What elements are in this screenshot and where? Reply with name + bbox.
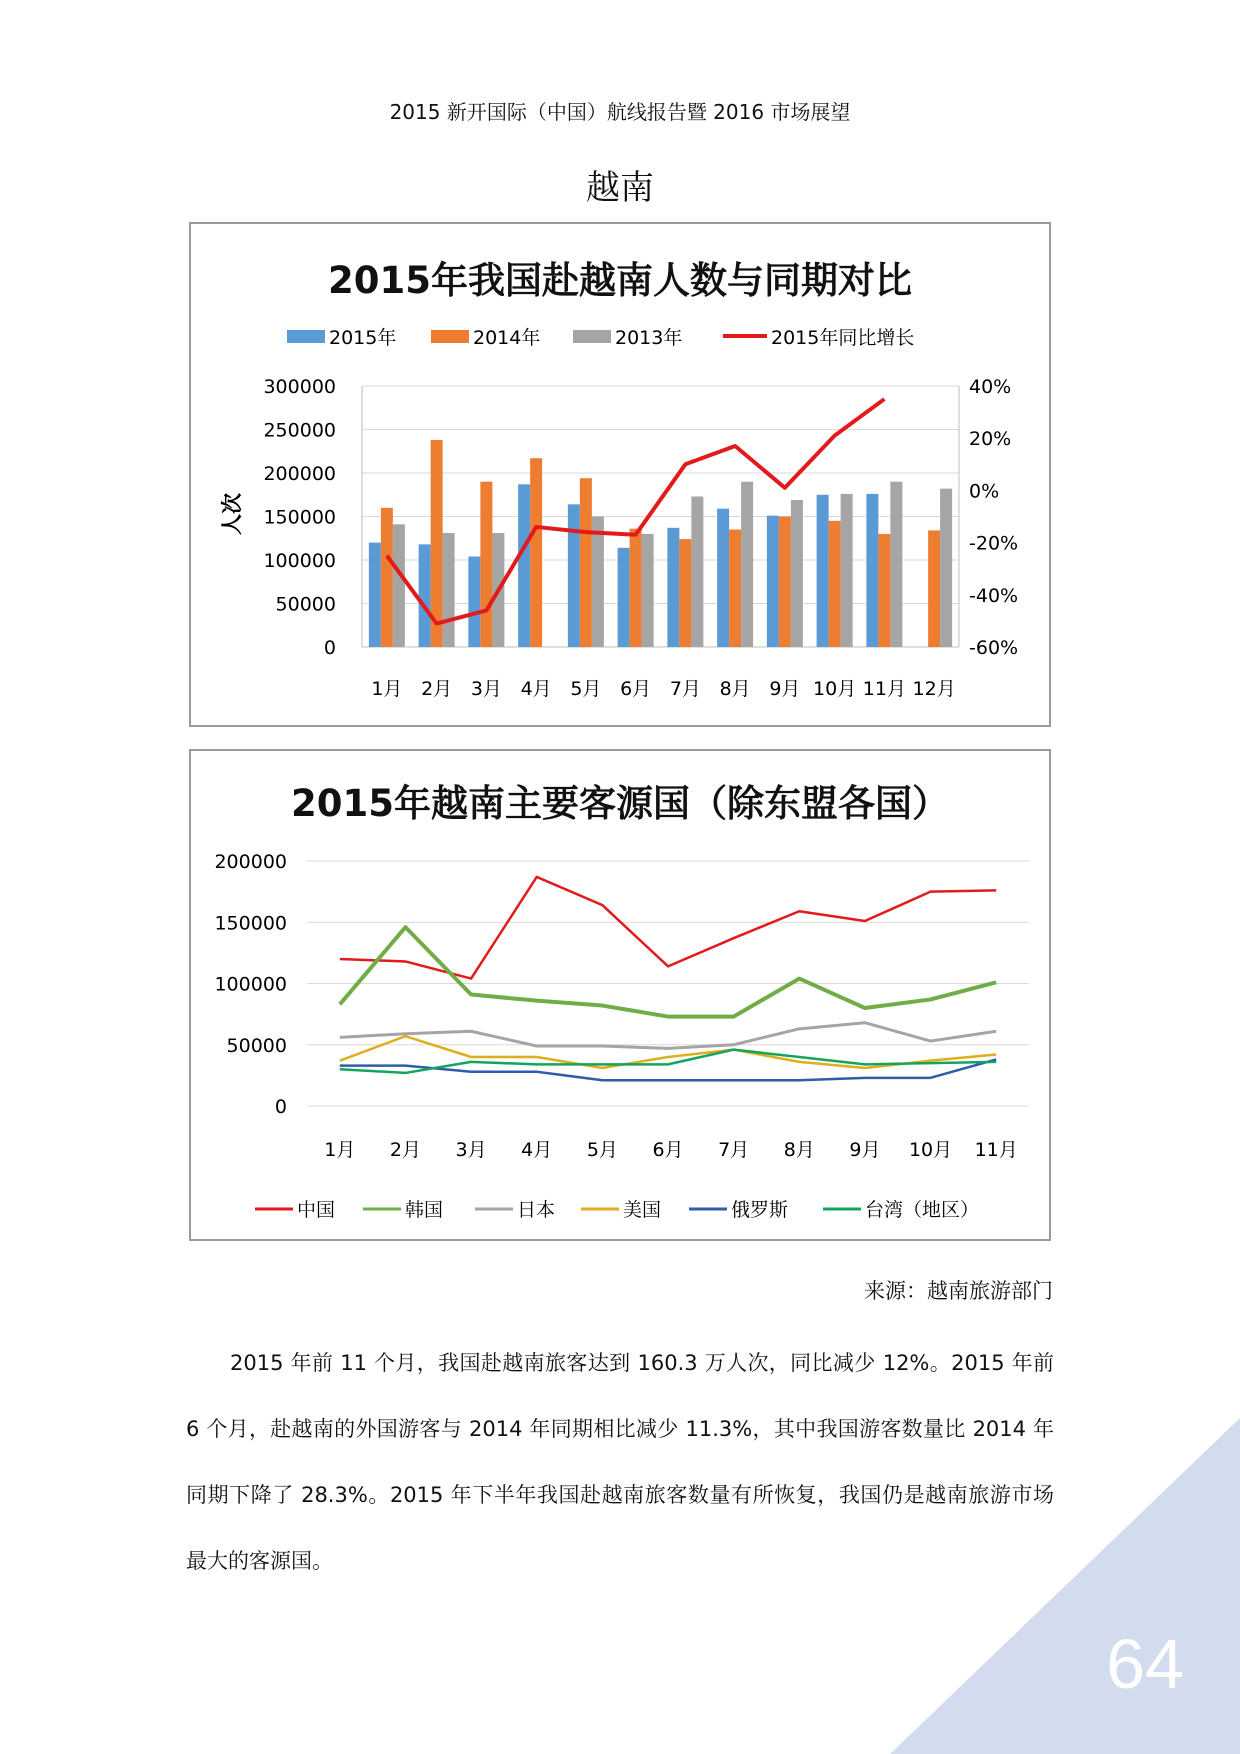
source-countries-plot [191,751,1049,1239]
paragraph-text: 2015 年前 11 个月，我国赴越南旅客达到 160.3 万人次，同比减少 12%。2015 年前 6 个月，赴越南的外国游客与 2014 年同期相比减少 11.3%，其中我国游客数量比 2014 年同期下降了 28.3%。2015 年下半年我国赴越南旅客数量有所恢复，我国仍是越南旅游市场最大的客源国。 [186,1351,1054,1573]
y2-tick-label: -60% [969,637,1019,659]
bar-2014年 [928,530,940,647]
x-tick-label: 6月 [652,1139,684,1161]
x-tick-label: 7月 [669,678,701,700]
bar-2014年 [381,508,393,647]
x-tick-label: 11月 [862,678,906,700]
y-tick-label: 50000 [226,1034,287,1057]
bar-2015年 [866,494,878,647]
bar-2013年 [940,489,952,647]
bar-2015年 [568,504,580,647]
bar-2014年 [729,530,741,647]
bar-2014年 [580,478,592,647]
x-tick-label: 12月 [912,678,956,700]
body-paragraph [186,1330,1054,1594]
bar-2014年 [829,521,841,647]
y2-tick-label: 40% [969,376,1012,398]
y-tick-label: 150000 [214,912,287,935]
series-line-韩国 [340,927,996,1016]
bar-2014年 [779,517,791,648]
chart-title: 2015年越南主要客源国（除东盟各国） [291,782,949,825]
bar-2013年 [691,496,703,647]
visitors-comparison-plot [191,224,1049,725]
x-tick-label: 7月 [718,1139,750,1161]
bar-2014年 [480,482,492,647]
bar-2013年 [592,517,604,648]
x-tick-label: 9月 [849,1139,881,1161]
chart-title: 2015年我国赴越南人数与同期对比 [328,259,912,302]
bar-2013年 [841,494,853,647]
y-tick-label: 0 [274,1096,287,1118]
bar-2015年 [419,544,431,647]
legend-label: 俄罗斯 [731,1199,789,1221]
bar-2013年 [791,500,803,647]
y2-tick-label: 20% [969,428,1012,451]
y-tick-label: 100000 [263,550,336,572]
legend-swatch [287,330,325,343]
y-tick-label: 200000 [214,851,287,873]
bar-2013年 [741,482,753,647]
visitors-comparison-chart [189,222,1051,727]
legend-label: 日本 [517,1199,556,1221]
x-tick-label: 1月 [324,1139,356,1161]
bar-2015年 [817,495,829,647]
x-tick-label: 3月 [470,678,502,700]
bar-2015年 [518,484,530,647]
bar-2015年 [468,557,480,647]
source-countries-chart [189,749,1051,1241]
y-tick-label: 150000 [263,506,336,529]
legend-label: 美国 [623,1199,662,1221]
legend-swatch [573,330,611,343]
bar-2013年 [890,482,902,647]
bar-2013年 [642,534,654,647]
x-tick-label: 2月 [389,1139,422,1161]
legend-label: 中国 [297,1199,336,1221]
x-tick-label: 5月 [586,1139,618,1161]
bar-2014年 [530,458,542,647]
x-tick-label: 10月 [908,1139,953,1161]
bar-2013年 [443,533,455,647]
legend-label: 2015年同比增长 [771,327,915,349]
y2-tick-label: -20% [969,532,1019,555]
bar-2014年 [679,539,691,647]
y-tick-label: 50000 [275,593,336,616]
bar-2015年 [767,516,779,647]
y2-tick-label: -40% [969,584,1019,607]
y-tick-label: 200000 [263,463,336,485]
y-tick-label: 300000 [263,376,336,398]
x-tick-label: 8月 [783,1139,815,1161]
x-tick-label: 1月 [371,678,403,700]
legend-label: 2015年 [329,327,397,349]
bar-2015年 [618,548,630,647]
bar-2015年 [369,543,381,647]
x-tick-label: 5月 [570,678,602,700]
y-axis-title: 人次 [220,493,244,535]
y-tick-label: 0 [323,637,336,659]
x-tick-label: 3月 [455,1139,487,1161]
legend-swatch [431,330,469,343]
x-tick-label: 10月 [813,678,857,700]
bar-2014年 [630,529,642,647]
x-tick-label: 8月 [719,678,751,700]
x-tick-label: 2月 [421,678,453,700]
y2-tick-label: 0% [969,480,1000,503]
x-tick-label: 6月 [620,678,652,700]
legend-label: 2013年 [615,327,683,349]
legend-label: 台湾（地区） [865,1199,980,1221]
legend-label: 2014年 [473,327,541,349]
source-note: 来源：越南旅游部门 [864,1279,1053,1303]
y-tick-label: 100000 [214,973,287,996]
x-tick-label: 11月 [974,1139,1018,1161]
x-tick-label: 4月 [520,678,552,700]
bar-2013年 [393,524,405,647]
x-tick-label: 9月 [769,678,801,700]
page-number: 64 [1106,1625,1184,1703]
bar-2015年 [667,528,679,647]
legend-label: 韩国 [405,1199,444,1221]
section-title: 越南 [586,168,654,208]
x-tick-label: 4月 [521,1139,553,1161]
running-header: 2015 新开国际（中国）航线报告暨 2016 市场展望 [389,100,851,124]
bar-2014年 [878,534,890,647]
y-tick-label: 250000 [263,419,336,442]
bar-2015年 [717,509,729,647]
